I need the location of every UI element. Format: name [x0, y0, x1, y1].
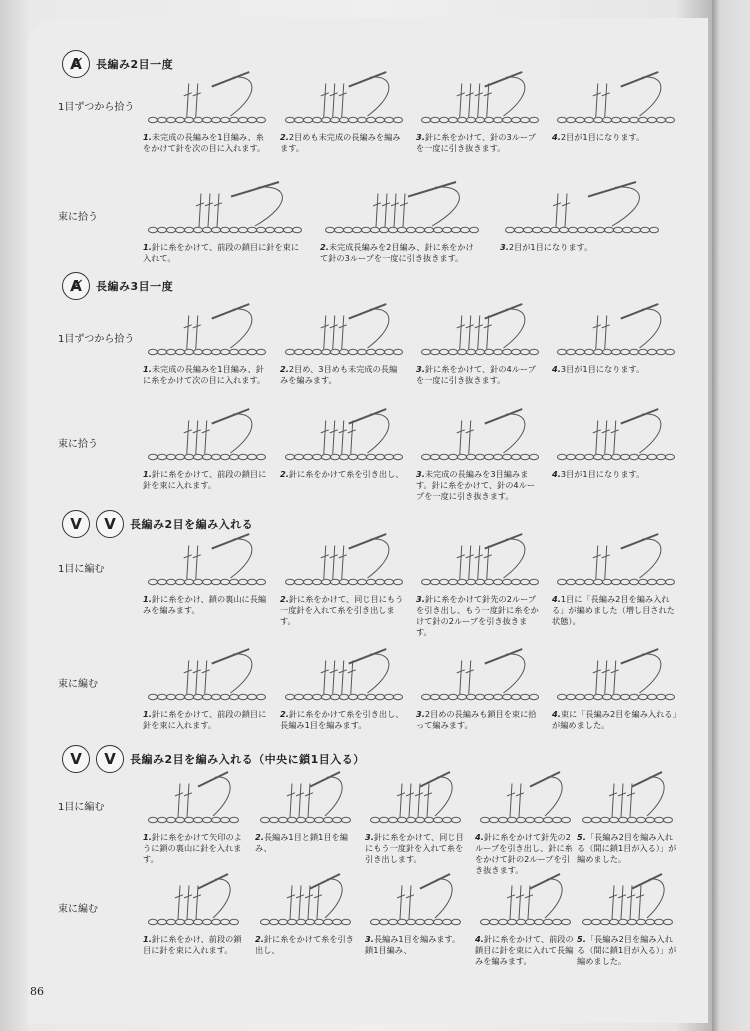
step-caption	[416, 364, 541, 386]
stitch-diagram	[365, 768, 465, 830]
step-number: 1.	[143, 934, 152, 944]
step	[143, 870, 243, 956]
page-number: 86	[30, 985, 44, 998]
step-caption	[475, 934, 575, 967]
step	[280, 68, 405, 154]
step-text: 2目め、3目めも未完成の長編みを編みます。	[280, 364, 398, 386]
step-text: 未完成の長編みを1目編み、針に糸をかけて次の目に入れます。	[143, 364, 266, 386]
row-label: 1目に編む	[58, 802, 105, 813]
stitch-symbol-icon: V	[62, 745, 90, 773]
step-text: 針に糸をかけて、同じ目にもう一度針を入れて糸を引き出します。	[280, 594, 404, 627]
stitch-diagram	[552, 530, 677, 592]
step-number: 2.	[280, 594, 289, 604]
step	[577, 768, 677, 865]
step	[416, 405, 541, 502]
step-caption	[280, 709, 405, 731]
step-number: 4.	[552, 132, 561, 142]
step	[577, 870, 677, 967]
step-text: 「長編み2目を編み入れる（間に鎖1目が入る）」が編めました。	[577, 832, 677, 865]
stitch-diagram	[577, 870, 677, 932]
stitch-diagram	[475, 870, 575, 932]
step-caption	[320, 242, 480, 264]
section-header	[62, 272, 173, 300]
step-text: 針に糸をかけ、前段の鎖目に針を束に入れます。	[143, 934, 242, 956]
stitch-diagram	[280, 300, 405, 362]
step-number: 1.	[143, 242, 152, 252]
step-caption	[416, 132, 541, 154]
stitch-diagram	[143, 300, 268, 362]
stitch-diagram	[552, 68, 677, 130]
stitch-diagram	[577, 768, 677, 830]
step	[143, 530, 268, 616]
step-text: 未完成の長編みを1目編み、糸をかけて針を次の目に入れます。	[143, 132, 266, 154]
step-number: 1.	[143, 364, 152, 374]
step-number: 3.	[365, 832, 374, 842]
step-number: 2.	[280, 364, 289, 374]
step-number: 1.	[143, 132, 152, 142]
section-title: 長編み3目一度	[96, 280, 174, 293]
stitch-diagram	[143, 645, 268, 707]
step-number: 2.	[320, 242, 329, 252]
stitch-diagram	[500, 178, 660, 240]
step	[143, 405, 268, 491]
step-number: 2.	[255, 934, 264, 944]
step-caption	[143, 709, 268, 731]
step-caption	[280, 364, 405, 386]
step	[500, 178, 660, 253]
step-text: 束に「長編み2目を編み入れる」が編めました。	[552, 709, 677, 731]
step-number: 4.	[552, 469, 561, 479]
step-text: 2目めも未完成の長編みを編みます。	[280, 132, 401, 154]
stitch-diagram	[552, 405, 677, 467]
stitch-diagram	[416, 645, 541, 707]
step-number: 4.	[552, 364, 561, 374]
step-text: 長編み1目を編みます。鎖1目編み、	[365, 934, 461, 956]
step	[552, 68, 677, 143]
section-title: 長編み2目を編み入れる（中央に鎖1目入る）	[130, 753, 365, 766]
step-caption	[552, 709, 677, 731]
step-caption	[143, 364, 268, 386]
step-text: 針に糸をかけて、同じ目にもう一度針を入れて糸を引き出します。	[365, 832, 464, 865]
step-text: 3目が1目になります。	[560, 469, 645, 479]
stitch-diagram	[255, 768, 355, 830]
step-text: 2目が1目になります。	[560, 132, 645, 142]
stitch-diagram	[143, 530, 268, 592]
step	[143, 68, 268, 154]
step	[475, 870, 575, 967]
step-number: 2.	[280, 469, 289, 479]
row-label: 1目ずつから拾う	[58, 334, 135, 345]
stitch-symbol-icon: V	[96, 745, 124, 773]
stitch-diagram	[552, 300, 677, 362]
step	[280, 530, 405, 627]
step-text: 針に糸をかけて、針の4ループを一度に引き抜きます。	[416, 364, 536, 386]
row-label: 1目に編む	[58, 564, 105, 575]
step-text: 長編み1目と鎖1目を編み、	[255, 832, 348, 854]
step-text: 針に糸をかけて糸を引き出し、	[288, 469, 404, 479]
step-text: 未完成長編みを2目編み、針に糸をかけて針の3ループを一度に引き抜きます。	[320, 242, 474, 264]
step-caption	[416, 709, 541, 731]
step-number: 3.	[365, 934, 374, 944]
step	[552, 300, 677, 375]
step-caption	[365, 934, 465, 956]
step-text: 針に糸をかけて糸を引き出し、	[255, 934, 354, 956]
step	[475, 768, 575, 876]
step-caption	[416, 469, 541, 502]
step-text: 1目に「長編み2目を編み入れる」が編めました（増し目された状態）。	[552, 594, 675, 627]
row-label: 束に拾う	[58, 439, 98, 450]
step-text: 2目が1目になります。	[508, 242, 593, 252]
stitch-diagram	[143, 178, 303, 240]
stitch-symbol-icon: V	[62, 510, 90, 538]
step-number: 1.	[143, 832, 152, 842]
step-text: 未完成の長編みを3目編みます。針に糸をかけて、針の4ループを一度に引き抜きます。	[416, 469, 536, 502]
step-text: 針に糸をかけて針先の2ループを引き出し、針に糸をかけて針の2ループを引き抜きます。	[475, 832, 573, 876]
stitch-diagram	[475, 768, 575, 830]
step	[280, 300, 405, 386]
step-number: 4.	[475, 832, 484, 842]
row-label: 1目ずつから拾う	[58, 102, 135, 113]
step-number: 4.	[552, 709, 561, 719]
step-caption	[552, 132, 677, 143]
step	[280, 405, 405, 480]
step-text: 針に糸をかけて、前段の鎖目に針を束に入れて。	[143, 242, 300, 264]
stitch-diagram	[320, 178, 480, 240]
step-caption	[143, 132, 268, 154]
step	[416, 300, 541, 386]
step-number: 1.	[143, 709, 152, 719]
stitch-symbol-icon: V	[96, 510, 124, 538]
step-caption	[255, 832, 355, 854]
step-text: 針に糸をかけて、前段の鎖目に針を束に入れて長編みを編みます。	[475, 934, 574, 967]
stitch-diagram	[280, 645, 405, 707]
stitch-diagram	[552, 645, 677, 707]
row-label: 束に編む	[58, 679, 98, 690]
stitch-diagram	[280, 68, 405, 130]
step	[416, 645, 541, 731]
step-text: 「長編み2目を編み入れる（間に鎖1目が入る）」が編めました。	[577, 934, 677, 967]
adjacent-page-edge	[712, 0, 750, 1031]
step-number: 3.	[416, 364, 425, 374]
step-text: 針に糸をかけ、鎖の裏山に長編みを編みます。	[143, 594, 267, 616]
stitch-diagram	[416, 68, 541, 130]
stitch-diagram	[143, 768, 243, 830]
step-number: 4.	[475, 934, 484, 944]
step-caption	[280, 469, 405, 480]
step	[552, 405, 677, 480]
step-text: 針に糸をかけて、前段の鎖目に針を束に入れます。	[143, 709, 267, 731]
step-number: 5.	[577, 934, 586, 944]
section-title: 長編み2目を編み入れる	[130, 518, 254, 531]
step-caption	[143, 832, 243, 865]
step-number: 3.	[416, 594, 425, 604]
section-title: 長編み2目一度	[96, 58, 174, 71]
stitch-diagram	[255, 870, 355, 932]
step-caption	[552, 364, 677, 375]
step-text: 針に糸をかけて糸を引き出し、長編み1目を編みます。	[280, 709, 404, 731]
row-label: 束に拾う	[58, 212, 98, 223]
step-number: 3.	[500, 242, 509, 252]
step-caption	[143, 242, 303, 264]
step-text: 3目が1目になります。	[560, 364, 645, 374]
step	[255, 768, 355, 854]
step	[552, 530, 677, 627]
step-text: 針に糸をかけて、針の3ループを一度に引き抜きます。	[416, 132, 536, 154]
step	[320, 178, 480, 264]
stitch-diagram	[365, 870, 465, 932]
stitch-diagram	[416, 530, 541, 592]
step-caption	[577, 832, 677, 865]
step	[143, 645, 268, 731]
step-number: 3.	[416, 469, 425, 479]
step-caption	[365, 832, 465, 865]
step-text: 2目めの長編みも鎖目を束に拾って編みます。	[416, 709, 537, 731]
stitch-diagram	[416, 300, 541, 362]
stitch-diagram	[143, 68, 268, 130]
step-number: 2.	[255, 832, 264, 842]
step-caption	[280, 132, 405, 154]
stitch-diagram	[280, 530, 405, 592]
stitch-symbol-icon: Ⱥ	[62, 50, 90, 78]
step	[143, 768, 243, 865]
step	[143, 178, 303, 264]
step-caption	[500, 242, 660, 253]
stitch-diagram	[143, 405, 268, 467]
step-caption	[552, 469, 677, 480]
step-text: 針に糸をかけて、前段の鎖目に針を束に入れます。	[143, 469, 267, 491]
stitch-diagram	[416, 405, 541, 467]
step-caption	[143, 594, 268, 616]
step	[255, 870, 355, 956]
step-number: 1.	[143, 469, 152, 479]
step	[416, 530, 541, 638]
step-caption	[255, 934, 355, 956]
step-caption	[280, 594, 405, 627]
step	[552, 645, 677, 731]
step-caption	[552, 594, 677, 627]
step	[416, 68, 541, 154]
step-number: 4.	[552, 594, 561, 604]
step-text: 針に糸をかけて針先の2ループを引き出し、もう一度針に糸をかけて針の2ループを引き抜きます。	[416, 594, 539, 638]
step-number: 3.	[416, 132, 425, 142]
stitch-diagram	[280, 405, 405, 467]
stitch-diagram	[143, 870, 243, 932]
step-number: 1.	[143, 594, 152, 604]
row-label: 束に編む	[58, 904, 98, 915]
step	[365, 870, 465, 956]
step-caption	[143, 469, 268, 491]
step-number: 3.	[416, 709, 425, 719]
step-number: 2.	[280, 132, 289, 142]
step	[280, 645, 405, 731]
step	[143, 300, 268, 386]
step-text: 針に糸をかけて矢印のように鎖の裏山に針を入れます。	[143, 832, 242, 865]
step	[365, 768, 465, 865]
step-caption	[416, 594, 541, 638]
step-caption	[577, 934, 677, 967]
step-number: 2.	[280, 709, 289, 719]
step-number: 5.	[577, 832, 586, 842]
step-caption	[143, 934, 243, 956]
stitch-symbol-icon: Ⱥ	[62, 272, 90, 300]
